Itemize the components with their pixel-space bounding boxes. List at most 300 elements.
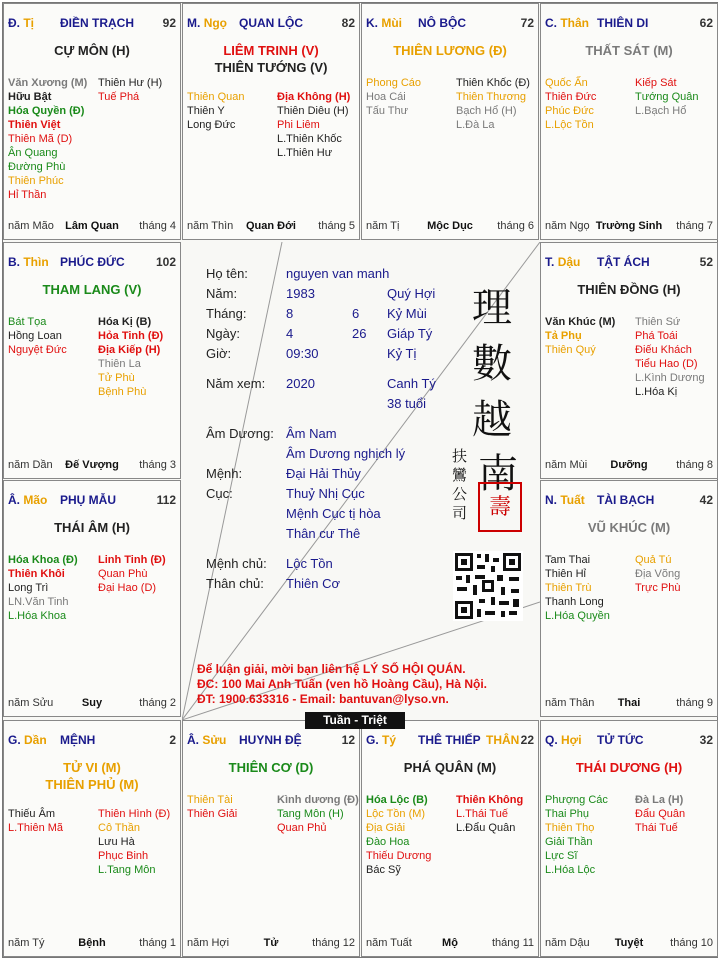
palace-position	[545, 16, 589, 30]
palace-footer	[366, 937, 534, 951]
minor-star: Thiên Việt	[8, 119, 61, 131]
palace-year: năm Thân	[545, 697, 595, 709]
palace-position	[366, 16, 402, 30]
view-can-value: Canh Tý	[387, 376, 436, 391]
minor-star: L.Thiên Khốc	[277, 133, 342, 145]
name-label: Họ tên:	[206, 266, 248, 281]
minor-star: Bát Tọa	[8, 316, 47, 328]
palace-name: MỆNH	[60, 733, 96, 747]
palace-year: năm Hợi	[187, 937, 230, 949]
palace-month: tháng 6	[497, 220, 534, 232]
palace-cell-dan	[3, 720, 181, 957]
palace-name: TÀI BẠCH	[597, 493, 655, 507]
palace-cell-suu	[182, 720, 360, 957]
cuc-label: Cục:	[206, 486, 233, 501]
minor-star: Thiên Hình (Đ)	[98, 808, 171, 820]
main-star: THIÊN PHỦ (M)	[45, 777, 139, 792]
minor-star: Hoa Cái	[366, 91, 406, 103]
seal-char-3: 越	[472, 397, 512, 443]
palace-header	[8, 255, 176, 271]
palace-number: 2	[169, 733, 176, 747]
palace-month: tháng 5	[318, 220, 355, 232]
contact-info	[197, 662, 487, 707]
main-stars	[4, 759, 180, 793]
palace-month: tháng 8	[676, 459, 713, 471]
hour-can-value: Kỷ Tị	[387, 346, 417, 361]
minor-stars-right	[635, 793, 718, 835]
main-star: THẤT SÁT (M)	[585, 43, 673, 58]
seal-small-text: 扶鸞公司	[452, 447, 468, 522]
palace-cell-tuat	[540, 480, 718, 717]
minor-star: Thiên Mã (D)	[8, 133, 73, 145]
minor-star: Hóa Khoa (Đ)	[8, 554, 78, 566]
cuc-value: Thuỷ Nhị Cục	[286, 486, 365, 501]
palace-header	[8, 16, 176, 32]
menhchu-value: Lộc Tồn	[286, 556, 333, 571]
year-label: Năm:	[206, 286, 238, 301]
minor-star: Đà La (H)	[635, 794, 684, 806]
minor-star: Thiên Y	[187, 105, 225, 117]
minor-star: Thiên Đức	[545, 91, 597, 103]
minor-star: Kình dương (Đ)	[277, 794, 359, 806]
palace-extra: THÂN	[486, 733, 520, 747]
minor-stars-left	[545, 76, 635, 132]
minor-stars-right	[635, 315, 718, 399]
palace-name: ĐIỀN TRẠCH	[60, 16, 134, 30]
palace-footer	[8, 459, 176, 473]
minor-star: Thiên Hư (H)	[98, 77, 163, 89]
month-label: Tháng:	[206, 306, 247, 321]
minor-star: L.Hóa Khoa	[8, 610, 67, 622]
palace-month: tháng 7	[676, 220, 713, 232]
minor-star: Cô Thần	[98, 822, 140, 834]
minor-star: Hỏa Tinh (Đ)	[98, 330, 164, 342]
minor-star: L.Hóa Kị	[635, 386, 678, 398]
minor-star: Thiên Sứ	[635, 316, 681, 328]
position-prefix: C.	[545, 16, 557, 30]
palace-position	[8, 16, 34, 30]
minor-stars-right	[635, 76, 718, 118]
main-star: TỬ VI (M)	[63, 760, 121, 775]
position-prefix: Â.	[187, 733, 199, 747]
palace-month: tháng 11	[491, 937, 534, 949]
main-star: THIÊN CƠ (D)	[228, 760, 314, 775]
minor-star: Hóa Kị (B)	[98, 316, 152, 328]
minor-star: Long Trì	[8, 582, 49, 594]
position-prefix: Â.	[8, 493, 20, 507]
minor-star: Văn Khúc (M)	[545, 316, 616, 328]
seal-stamp: 壽	[478, 482, 522, 532]
palace-name: NÔ BỘC	[418, 16, 466, 30]
position-branch: Hợi	[561, 733, 582, 747]
palace-number: 52	[699, 255, 713, 269]
palace-phase: Tuyệt	[614, 937, 644, 949]
minor-star: Lưu Hà	[98, 836, 135, 848]
position-branch: Tý	[382, 733, 397, 747]
minor-star: Thiên Quan	[187, 91, 245, 103]
minor-star: Long Đức	[187, 119, 236, 131]
position-prefix: M.	[187, 16, 201, 30]
palace-year: năm Ngọ	[545, 220, 590, 232]
minor-stars-left	[545, 315, 635, 357]
minor-star: LN.Văn Tinh	[8, 596, 69, 608]
minor-stars-right	[98, 807, 181, 877]
minor-star: Tuế Phá	[98, 91, 140, 103]
main-stars	[541, 281, 717, 298]
month-can-value: Kỷ Mùi	[387, 306, 427, 321]
position-prefix: G.	[8, 733, 21, 747]
palace-header	[187, 733, 355, 749]
palace-month: tháng 10	[670, 937, 713, 949]
day-solar-value: 4	[286, 326, 294, 341]
palace-phase: Mộ	[442, 937, 458, 949]
palace-header	[187, 16, 355, 32]
palace-phase: Dưỡng	[610, 459, 648, 471]
contact-line-2: ĐC: 100 Mai Anh Tuấn (ven hồ Hoàng Cầu), Hà Nội.	[197, 677, 488, 691]
position-branch: Mão	[23, 493, 48, 507]
month-solar-value: 8	[286, 306, 294, 321]
minor-star: Phúc Đức	[545, 105, 594, 117]
palace-number: 42	[699, 493, 713, 507]
minor-star: Địa Võng	[635, 568, 681, 580]
minor-star: Thiếu Dương	[366, 850, 432, 862]
minor-star: Địa Kiếp (H)	[98, 344, 161, 356]
minor-star: Phượng Các	[545, 794, 608, 806]
minor-star: L.Đà La	[456, 119, 495, 131]
minor-star: Địa Giải	[366, 822, 406, 834]
minor-star: Thiên La	[98, 358, 141, 370]
palace-header	[8, 733, 176, 749]
minor-stars-right	[456, 76, 539, 132]
minor-star: Thanh Long	[545, 596, 604, 608]
palace-month: tháng 3	[139, 459, 176, 471]
palace-phase: Lâm Quan	[65, 220, 119, 232]
palace-name: PHÚC ĐỨC	[60, 255, 125, 269]
position-branch: Dậu	[557, 255, 581, 269]
thanchu-label: Thân chủ:	[206, 576, 264, 591]
menh-value: Đại Hải Thủy	[286, 466, 361, 481]
main-star: THIÊN ĐỒNG (H)	[577, 282, 681, 297]
palace-header	[366, 733, 534, 749]
palace-number: 22	[520, 733, 534, 747]
palace-footer	[545, 220, 713, 234]
minor-star: L.Lộc Tồn	[545, 119, 594, 131]
palace-cell-mao	[3, 480, 181, 717]
name-value: nguyen van manh	[286, 266, 390, 281]
contact-line-3: ĐT: 1900.633316 - Email: bantuvan@lyso.vn.	[197, 692, 449, 706]
minor-stars-left	[545, 553, 635, 623]
minor-star: Phục Binh	[98, 850, 149, 862]
palace-position	[545, 733, 582, 747]
main-stars	[362, 42, 538, 59]
minor-stars-right	[98, 553, 181, 595]
palace-number: 82	[341, 16, 355, 30]
palace-header	[545, 493, 713, 509]
qr-code-icon[interactable]	[453, 551, 523, 621]
minor-star: Lực Sĩ	[545, 850, 578, 862]
minor-star: Tả Phụ	[545, 330, 582, 342]
menh-label: Mệnh:	[206, 466, 243, 481]
palace-month: tháng 9	[676, 697, 713, 709]
thanchu-value: Thiên Cơ	[286, 576, 341, 591]
palace-year: năm Dần	[8, 459, 53, 471]
view-year-label: Năm xem:	[206, 376, 266, 391]
minor-star: Tướng Quân	[635, 91, 699, 103]
tuvi-chart-board	[2, 2, 718, 958]
minor-star: Thiên Trù	[545, 582, 592, 594]
minor-star: Thiên Tài	[187, 794, 233, 806]
main-stars	[4, 281, 180, 298]
minor-star: L.Tang Môn	[98, 864, 156, 876]
palace-month: tháng 1	[139, 937, 176, 949]
position-branch: Tuất	[560, 493, 585, 507]
palace-year: năm Tuất	[366, 937, 412, 949]
palace-cell-hoi	[540, 720, 718, 957]
palace-footer	[187, 220, 355, 234]
minor-star: Quan Phù	[98, 568, 148, 580]
position-branch: Thìn	[23, 255, 49, 269]
main-star: CỰ MÔN (H)	[54, 43, 130, 58]
position-branch: Tị	[23, 16, 35, 30]
palace-name: HUYNH ĐỆ	[239, 733, 302, 747]
minor-star: Tang Môn (H)	[277, 808, 344, 820]
minor-star: Đẩu Quân	[635, 808, 686, 820]
minor-star: L.Hóa Quyền	[545, 610, 610, 622]
minor-star: Bạch Hổ (H)	[456, 105, 517, 117]
palace-month: tháng 4	[139, 220, 176, 232]
palace-month: tháng 12	[312, 937, 355, 949]
palace-position	[366, 733, 396, 747]
palace-cell-dau	[540, 242, 718, 479]
seal-char-1: 理	[472, 285, 512, 331]
main-stars	[541, 759, 717, 776]
minor-stars-left	[8, 315, 98, 357]
seal-char-4: 南	[478, 451, 518, 497]
minor-star: Đại Hao (D)	[98, 582, 157, 594]
palace-number: 32	[699, 733, 713, 747]
minor-star: Phong Cáo	[366, 77, 422, 89]
minor-star: Tử Phù	[98, 372, 135, 384]
minor-star: Quốc Ấn	[545, 77, 588, 89]
minor-star: Thiên Phúc	[8, 175, 64, 187]
palace-cell-mui	[361, 3, 539, 240]
minor-star: Thiên Không	[456, 794, 524, 806]
position-branch: Sửu	[202, 733, 227, 747]
minor-star: Thai Phụ	[545, 808, 590, 820]
main-stars	[4, 42, 180, 59]
minor-star: L.Kình Dương	[635, 372, 705, 384]
minor-star: Quan Phủ	[277, 822, 327, 834]
center-info-panel	[182, 242, 540, 720]
palace-header	[545, 733, 713, 749]
main-stars	[541, 519, 717, 536]
main-star: VŨ KHÚC (M)	[587, 520, 671, 535]
position-branch: Mùi	[381, 16, 403, 30]
day-can-value: Giáp Tý	[387, 326, 433, 341]
palace-name: TẬT ÁCH	[597, 255, 650, 269]
palace-position	[8, 255, 49, 269]
palace-year: năm Thìn	[187, 220, 234, 232]
position-prefix: Đ.	[8, 16, 20, 30]
palace-header	[8, 493, 176, 509]
palace-cell-than	[540, 3, 718, 240]
main-star: LIÊM TRINH (V)	[223, 43, 319, 58]
minor-star: L.Thiên Hư	[277, 147, 333, 159]
minor-stars-left	[187, 793, 277, 821]
minor-stars-right	[277, 793, 360, 835]
palace-number: 72	[520, 16, 534, 30]
palace-phase: Thai	[617, 697, 641, 709]
minor-star: Thiên Quý	[545, 344, 596, 356]
minor-star: L.Hóa Lộc	[545, 864, 596, 876]
minor-star: Linh Tinh (Đ)	[98, 554, 166, 566]
amduong-value: Âm Nam	[286, 426, 337, 441]
palace-phase: Tử	[263, 937, 279, 949]
minor-star: L.Thiên Mã	[8, 822, 64, 834]
minor-star: Địa Không (H)	[277, 91, 351, 103]
tuan-triet-label: Tuần - Triệt	[305, 712, 405, 729]
month-lunar-value: 6	[352, 306, 360, 321]
palace-phase: Suy	[81, 697, 103, 709]
minor-stars-left	[545, 793, 635, 877]
year-value: 1983	[286, 286, 315, 301]
minor-star: Nguyệt Đức	[8, 344, 67, 356]
cuc-note: Mệnh Cục tị hòa	[286, 506, 381, 521]
minor-stars-left	[187, 90, 277, 132]
palace-header	[545, 255, 713, 271]
hour-label: Giờ:	[206, 346, 232, 361]
main-stars	[4, 519, 180, 536]
palace-cell-ty	[361, 720, 539, 957]
palace-footer	[8, 220, 176, 234]
palace-number: 62	[699, 16, 713, 30]
palace-position	[8, 493, 47, 507]
day-lunar-value: 26	[352, 326, 367, 341]
palace-name: THÊ THIẾP	[418, 733, 481, 747]
position-prefix: N.	[545, 493, 557, 507]
minor-stars-left	[366, 76, 456, 118]
palace-phase: Bệnh	[78, 937, 106, 949]
minor-star: L.Đẩu Quân	[456, 822, 516, 834]
minor-stars-left	[8, 553, 98, 623]
position-branch: Dần	[24, 733, 47, 747]
palace-position	[187, 733, 226, 747]
palace-footer	[8, 937, 176, 951]
than-note: Thân cư Thê	[286, 526, 361, 541]
palace-footer	[545, 937, 713, 951]
main-star: PHÁ QUÂN (M)	[403, 760, 497, 775]
minor-star: Tiểu Hao (D)	[635, 358, 698, 370]
minor-star: Thiên Thọ	[545, 822, 595, 834]
age-value: 38 tuổi	[387, 396, 427, 411]
palace-header	[366, 16, 534, 32]
minor-star: Thiên Diêu (H)	[277, 105, 349, 117]
minor-star: Kiếp Sát	[635, 77, 677, 89]
main-stars	[541, 42, 717, 59]
minor-star: Hóa Lộc (B)	[366, 794, 428, 806]
minor-stars-right	[98, 76, 181, 104]
main-stars	[183, 42, 359, 76]
palace-number: 112	[156, 493, 176, 507]
palace-phase: Quan Đới	[246, 220, 296, 232]
palace-footer	[545, 697, 713, 711]
main-star: THIÊN TƯỚNG (V)	[214, 60, 328, 75]
palace-year: năm Tý	[8, 937, 45, 949]
main-star: THÁI ÂM (H)	[54, 520, 130, 535]
minor-star: Đào Hoa	[366, 836, 410, 848]
amduong-note: Âm Dương nghịch lý	[286, 446, 406, 461]
palace-name: THIÊN DI	[597, 16, 649, 30]
hour-value: 09:30	[286, 346, 319, 361]
minor-star: Thiên Khôi	[8, 568, 65, 580]
palace-position	[8, 733, 47, 747]
minor-star: Thiên Khốc (Đ)	[456, 77, 530, 89]
palace-cell-ngo	[182, 3, 360, 240]
palace-phase: Trường Sinh	[595, 220, 663, 232]
minor-star: Hóa Quyền (Đ)	[8, 105, 85, 117]
palace-number: 102	[155, 255, 176, 269]
minor-star: L.Bạch Hổ	[635, 105, 687, 117]
minor-star: Thiên Giải	[187, 808, 238, 820]
year-can-value: Quý Hợi	[387, 286, 436, 301]
minor-stars-right	[98, 315, 181, 399]
position-prefix: B.	[8, 255, 20, 269]
palace-name: TỬ TỨC	[597, 733, 644, 747]
minor-star: Phi Liêm	[277, 119, 320, 131]
palace-year: năm Mùi	[545, 459, 588, 471]
palace-footer	[366, 220, 534, 234]
position-prefix: K.	[366, 16, 378, 30]
minor-stars-left	[366, 793, 456, 877]
palace-position	[187, 16, 227, 30]
position-prefix: Q.	[545, 733, 558, 747]
minor-star: Điếu Khách	[635, 344, 692, 356]
seal-char-2: 數	[472, 341, 512, 387]
minor-star: Phá Toái	[635, 330, 678, 342]
main-stars	[362, 759, 538, 776]
minor-stars-right	[456, 793, 539, 835]
palace-header	[545, 16, 713, 32]
palace-year: năm Dậu	[545, 937, 590, 949]
day-label: Ngày:	[206, 326, 240, 341]
palace-month: tháng 2	[139, 697, 176, 709]
palace-name: PHỤ MẪU	[60, 493, 116, 507]
minor-stars-right	[635, 553, 718, 595]
minor-stars-right	[277, 90, 360, 160]
minor-star: Hỉ Thần	[8, 189, 47, 201]
position-branch: Ngọ	[203, 16, 228, 30]
palace-phase: Mộc Dục	[427, 220, 473, 232]
minor-star: Ân Quang	[8, 147, 58, 159]
minor-star: Quả Tú	[635, 554, 672, 566]
palace-year: năm Tị	[366, 220, 400, 232]
minor-star: Lộc Tồn (M)	[366, 808, 426, 820]
main-stars	[183, 759, 359, 776]
palace-year: năm Sửu	[8, 697, 54, 709]
minor-star: Trực Phù	[635, 582, 681, 594]
minor-stars-left	[8, 807, 98, 835]
palace-footer	[187, 937, 355, 951]
menhchu-label: Mệnh chủ:	[206, 556, 267, 571]
palace-footer	[545, 459, 713, 473]
palace-year: năm Mão	[8, 220, 54, 232]
position-prefix: G.	[366, 733, 379, 747]
position-prefix: T.	[545, 255, 555, 269]
minor-star: Hồng Loan	[8, 330, 62, 342]
palace-position	[545, 255, 580, 269]
palace-cell-thin	[3, 242, 181, 479]
minor-star: Tấu Thư	[366, 105, 409, 117]
